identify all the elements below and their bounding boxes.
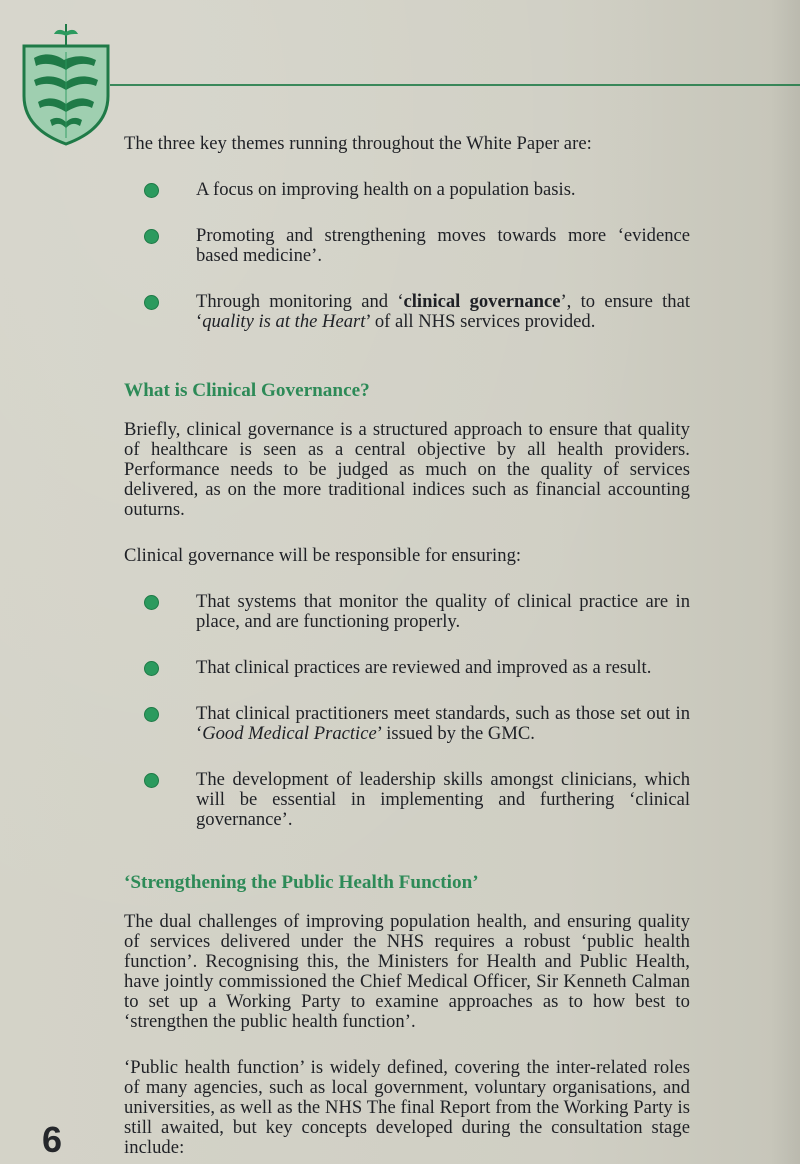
bullet-icon [144, 773, 159, 788]
crest-logo [16, 22, 116, 150]
list-item [124, 592, 690, 632]
page-edge-shadow [770, 0, 800, 1164]
list-item [124, 704, 690, 744]
bullet-icon [144, 595, 159, 610]
list-item-text: That systems that monitor the quality of clinical practice are in place, and are functioning properly. [196, 591, 690, 632]
themes-list [124, 180, 690, 332]
list-item [124, 180, 690, 200]
header-rule [110, 84, 800, 86]
public-health-paragraph-2: ‘Public health function’ is widely defined, covering the inter-related roles of many agencies, such as local government, voluntary organisations, and universities, as well as the NHS The final Report from the Working Party is still awaited, but key concepts developed during the consultation stage include: [124, 1057, 690, 1158]
main-content [124, 134, 690, 1158]
list-item-text: That clinical practitioners meet standards, such as those set out in ‘Good Medical Practice’ issued by the GMC. [196, 703, 690, 744]
bullet-icon [144, 295, 159, 310]
responsibilities-list [124, 592, 690, 830]
list-item [124, 292, 690, 332]
bullet-icon [144, 229, 159, 244]
list-item-text: The development of leadership skills amongst clinicians, which will be essential in implementing and furthering ‘clinical governance’. [196, 769, 690, 830]
clinical-governance-paragraph: Briefly, clinical governance is a structured approach to ensure that quality of healthcare is seen as a central objective by all health providers. Performance needs to be judged as much on the quality of services delivered, as on the more traditional indices such as financial accounting outurns. [124, 419, 690, 520]
page-number: 6 [42, 1119, 63, 1160]
list-item-text: Promoting and strengthening moves towards more ‘evidence based medicine’. [196, 225, 690, 266]
public-health-paragraph-1: The dual challenges of improving population health, and ensuring quality of services delivered under the NHS requires a robust ‘public health function’. Recognising this, the Ministers for Health and Public Health, have jointly commissioned the Chief Medical Officer, Sir Kenneth Calman to set up a Working Party to examine approaches as to how best to ‘strengthen the public health function’. [124, 911, 690, 1032]
section-heading-clinical-governance: What is Clinical Governance? [124, 380, 370, 401]
list-item-text: A focus on improving health on a population basis. [196, 179, 576, 200]
section-heading-public-health: ‘Strengthening the Public Health Function’ [124, 872, 479, 893]
bullet-icon [144, 183, 159, 198]
list-item [124, 770, 690, 830]
clinical-governance-lead: Clinical governance will be responsible for ensuring: [124, 545, 522, 566]
bullet-icon [144, 661, 159, 676]
list-item-text: Through monitoring and ‘clinical governance’, to ensure that ‘quality is at the Heart’ of all NHS services provided. [196, 291, 690, 332]
bullet-icon [144, 707, 159, 722]
list-item-text: That clinical practices are reviewed and improved as a result. [196, 657, 652, 678]
intro-text: The three key themes running throughout the White Paper are: [124, 133, 592, 154]
list-item [124, 658, 690, 678]
list-item [124, 226, 690, 266]
